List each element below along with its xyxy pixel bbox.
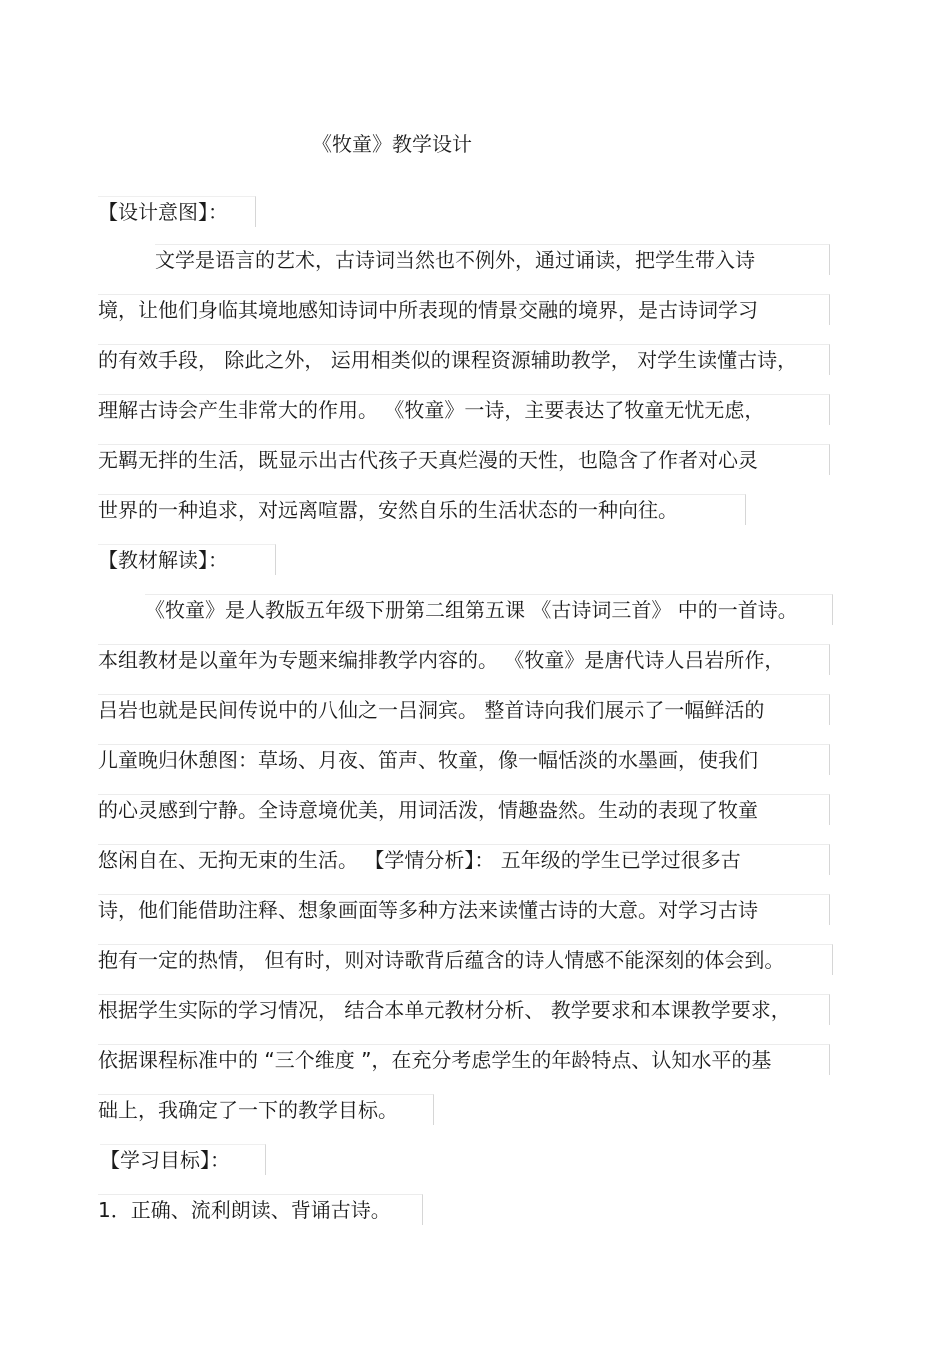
design-intent-line: 无羁无拌的生活，既显示出古代孩子天真烂漫的天性，也隐含了作者对心灵 [98, 444, 830, 475]
design-intent-line: 境，让他们身临其境地感知诗词中所表现的情景交融的境界，是古诗词学习 [98, 294, 830, 325]
textbook-analysis-line: 本组教材是以童年为专题来编排教学内容的。 《牧童》是唐代诗人吕岩所作， [98, 644, 830, 675]
section-heading-textbook-analysis: 【教材解读】： [98, 544, 276, 575]
page-title: 《牧童》教学设计 [312, 132, 472, 156]
design-intent-line: 理解古诗会产生非常大的作用。 《牧童》一诗，主要表达了牧童无忧无虑， [98, 394, 830, 425]
textbook-analysis-line: 依据课程标准中的 “三个维度 ”，在充分考虑学生的年龄特点、认知水平的基 [98, 1044, 830, 1075]
design-intent-line: 世界的一种追求，对远离喧嚣，安然自乐的生活状态的一种向往。 [98, 494, 746, 525]
textbook-analysis-line: 悠闲自在、无拘无束的生活。 【学情分析】： 五年级的学生已学过很多古 [98, 844, 830, 875]
textbook-analysis-line: 抱有一定的热情， 但有时，则对诗歌背后蕴含的诗人情感不能深刻的体会到。 [98, 944, 833, 975]
textbook-analysis-line: 根据学生实际的学习情况， 结合本单元教材分析、 教学要求和本课教学要求， [98, 994, 830, 1025]
textbook-analysis-line: 吕岩也就是民间传说中的八仙之一吕洞宾。 整首诗向我们展示了一幅鲜活的 [98, 694, 830, 725]
learning-goal-item: 1．正确、流利朗读、背诵古诗。 [98, 1194, 423, 1225]
section-heading-learning-goals: 【学习目标】： [100, 1144, 266, 1175]
design-intent-line: 的有效手段， 除此之外， 运用相类似的课程资源辅助教学， 对学生读懂古诗， [98, 344, 830, 375]
textbook-analysis-line: 础上，我确定了一下的教学目标。 [98, 1094, 434, 1125]
section-heading-design-intent: 【设计意图】： [98, 196, 256, 227]
textbook-analysis-line: 诗，他们能借助注释、想象画面等多种方法来读懂古诗的大意。对学习古诗 [98, 894, 830, 925]
textbook-analysis-line: 的心灵感到宁静。全诗意境优美，用词活泼，情趣盎然。生动的表现了牧童 [98, 794, 830, 825]
design-intent-line: 文学是语言的艺术，古诗词当然也不例外，通过诵读，把学生带入诗 [155, 244, 830, 275]
textbook-analysis-line: 儿童晚归休憩图：草场、月夜、笛声、牧童，像一幅恬淡的水墨画，使我们 [98, 744, 830, 775]
textbook-analysis-line: 《牧童》是人教版五年级下册第二组第五课 《古诗词三首》 中的一首诗。 [145, 594, 833, 625]
